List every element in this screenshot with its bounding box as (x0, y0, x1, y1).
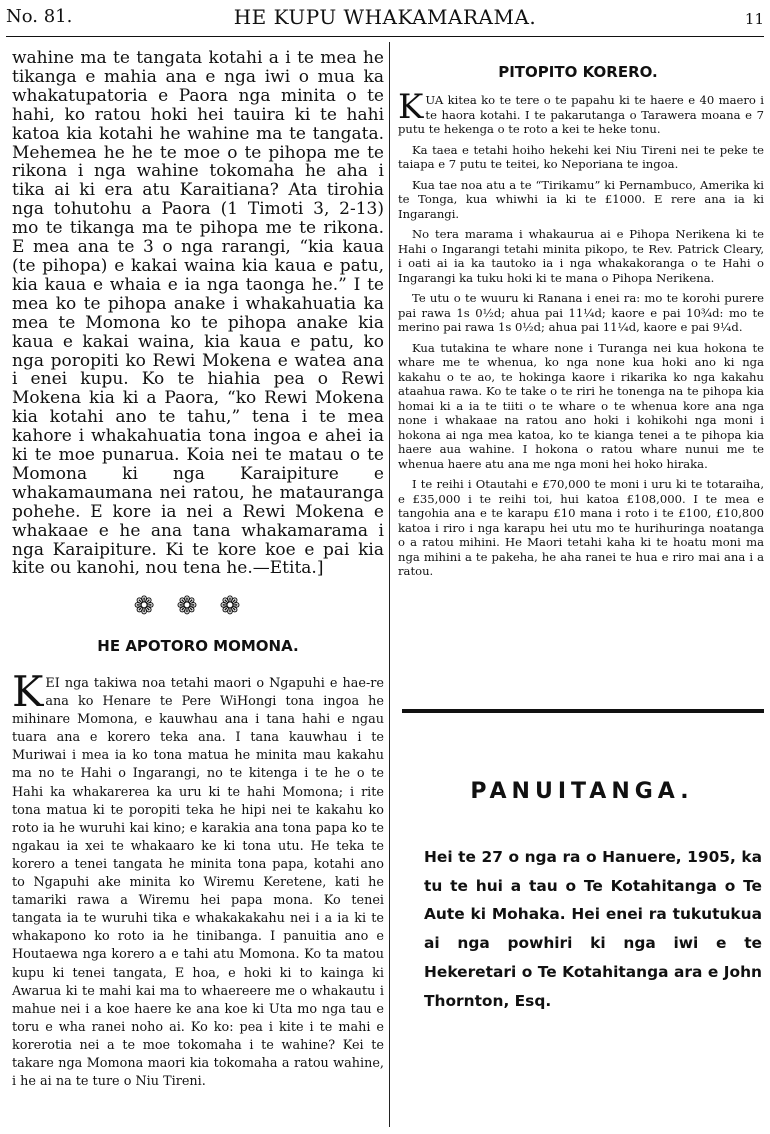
news-item: Te utu o te wuuru ki Ranana i enei ra: mo te korohi purere pai rawa 1s 0½d; ahua pai 11¼d; kaore e pai 10¾d: mo te merino pai rawa 1s 0½d; ahua pai 11¼d, kaore e pai 9¼d. (398, 291, 764, 334)
article-heading-pitopito: PITOPITO KORERO. (498, 63, 658, 81)
dropcap-k-news: K (398, 87, 424, 127)
flower-ornaments: ❁❁❁ (133, 591, 263, 620)
notice-heading: PANUITANGA. (470, 779, 694, 804)
issue-number: No. 81. (6, 6, 73, 27)
news-item: KUA kitea ko te tere o te papahu ki te haere e 40 maero i te haora kotahi. I te pakarutanga o Tarawera moana e 7 putu te hekenga o te roto a kei te heke tonu. (398, 87, 764, 136)
publication-title: HE KUPU WHAKAMARAMA. (233, 5, 537, 29)
news-item: Kua tutakina te whare none i Turanga nei kua hokona te whare me te whenua, ko nga none kua hoki ano ki nga kakahu o te ao, te hokinga kaore i rikarika ko nga kakahu ataahua rawa. Ko te take o te riri he tonenga na te pihopa kia homai ki a ia te tiiti o te whare o te whenua kore ana nga none i whakaae na ratou ano hoki i kohikohi nga moni i hokona ai nga mea katoa, ko te kianga tenei a te pihopa kia haere aua wahine. I hokona o ratou whare nunui me te whenua haere atu ana me nga moni hei hoko hiraka. (398, 340, 764, 471)
article-apotoro-body (12, 667, 384, 1091)
news-items (398, 87, 764, 585)
page-number: 11 (744, 10, 764, 28)
left-continued-article (12, 49, 384, 578)
section-rule (402, 709, 764, 713)
news-item: Kua tae noa atu a te “Tirikamu” ki Pernambuco, Amerika ki te Tonga, kua whiwhi ia ki te £1000. E rere ana ia ki Ingarangi. (398, 177, 764, 221)
article-heading-apotoro: HE APOTORO MOMONA. (97, 637, 299, 655)
column-divider (389, 42, 390, 1127)
left-continued-text: wahine ma te tangata kotahi a i te mea he tikanga e mahia ana e nga iwi o mua ka whakatupatoria e Paora nga minita o te hahi, ko ratou hoki hei tauira ki te hahi katoa kia kotahi he wahine ma te tangata. Mehemea he he te moe o te pihopa me te rikona i nga wahine tokomaha he aha i tika ai ki era atu Karaitiana? Ata tirohia nga tohutohu a Paora (1 Timoti 3, 2-13) mo te tikanga ma te pihopa me te rikona. E mea ana te 3 o nga rarangi, “kia kaua (te pihopa) e kakai waina kia kaua e patu, kia kaua e whaia e ia nga taonga he.” I te mea ko te pihopa anake i whakahuatia ka mea te Momona ko te pihopa anake kia kaua e kakai waina, kia kaua e patu, ko nga poropiti ko Rewi Mokena e watea ana i enei kupu. Ko te hiahia pea o Rewi Mokena kia ki a Paora, “ko Rewi Mokena kia kotahi ano te tahu,” tena i te mea kahore i whakahuatia tona ingoa e ahei ia ki te moe punarua. Koia nei te matau o te Momona ki nga Karaipiture e whakamaumana nei ratou, he matauranga pohehe. E kore ia nei a Rewi Mokena e whakaae e he ana tana whakamarama i nga Karaipiture. Ki te kore koe e pai kia kite ou kanohi, nou tena he.—Etita.] (12, 48, 384, 579)
header-rule (6, 36, 764, 37)
news-item: No tera marama i whakaurua ai e Pihopa Nerikena ki te Hahi o Ingarangi tetahi minita pikopo, te Rev. Patrick Cleary, i oati ai ia ka tautoko ia i nga whakakoranga o te Hahi o Ingarangi ka tuku hoki ki te mana o Pihopa Nerikena. (398, 227, 764, 285)
page-header (6, 2, 764, 34)
dropcap-k: K (12, 667, 44, 716)
news-item: I te reihi i Otautahi e £70,000 te moni i uru ki te totaraiha, e £35,000 i te reihi toi, hui katoa £108,000. I te mea e tangohia ana e te karapu £10 mana i roto i te £100, £10,800 katoa i riro i nga karapu hei utu mo te hurihuringa noatanga o a ratou mihini. He Maori tetahi kaha ki te hoatu moni ma nga mihini a te pakeha, he aha ranei te hua e riro mai ana i a ratou. (398, 477, 764, 578)
news-item: Ka taea e tetahi hoiho hekehi kei Niu Tireni nei te peke te taiapa e 7 putu te teitei, ko Neporiana te ingoa. (398, 142, 764, 171)
article-apotoro-text: EI nga takiwa noa tetahi maori o Ngapuhi e hae-re ana ko Henare te Pere WiHongi tona ingoa he mihinare Momona, e kauwhau ana i tana hahi e ngau tuara ana e korero teka ana. I tana kauwhau i te Muriwai i mea ia ko tona matua he minita mau kakahu ma no te Hahi o Ingarangi, no te kitenga i te he o te Hahi ka whakarerea ka uru ki te hahi Momona; i rite tona matua ki te poropiti teka he hipi nei te kakahu ko roto ia he wuruhi kai kino; e karakia ana tona papa ko te ngakau ia xei te whakaaro ke ki tona utu. He teka te korero a tenei tangata he minita tona papa, kotahi ano to Ngapuhi ake minita ko Wiremu Keretene, kati he tamariki rawa a Wiremu hei papa mona. Ko tenei tangata ia te wuruhi tika e whakakakahu nei i a ia ki te whakapono ko roto ia he tinibanga. I panuitia ano e Houtaewa nga korero a e tahi atu Momona. Ko ta matou kupu ki tenei tangata, E hoa, e hoki ki to kainga ki Awarua ki te mahi kai ma to whaereere me o whakautu i mahue nei i a koe haere ke ana koe ki Uta mo nga tau e toru e wha ranei noho ai. Ko ko: pea i kite i te mahi e korerotia nei a te moe tokomaha i te wahine? Kei te takare nga Momona maori kia tokomaha a ratou wahine, i he ai na te ture o Niu Tireni. (12, 676, 384, 1090)
notice-text: Hei te 27 o nga ra o Hanuere, 1905, ka tu te hui a tau o Te Kotahitanga o Te Aute ki Mohaka. Hei enei ra tukutukua ai nga powhiri ki nga iwi e te Hekeretari o Te Kotahitanga ara e John Thornton, Esq. (424, 848, 762, 1010)
